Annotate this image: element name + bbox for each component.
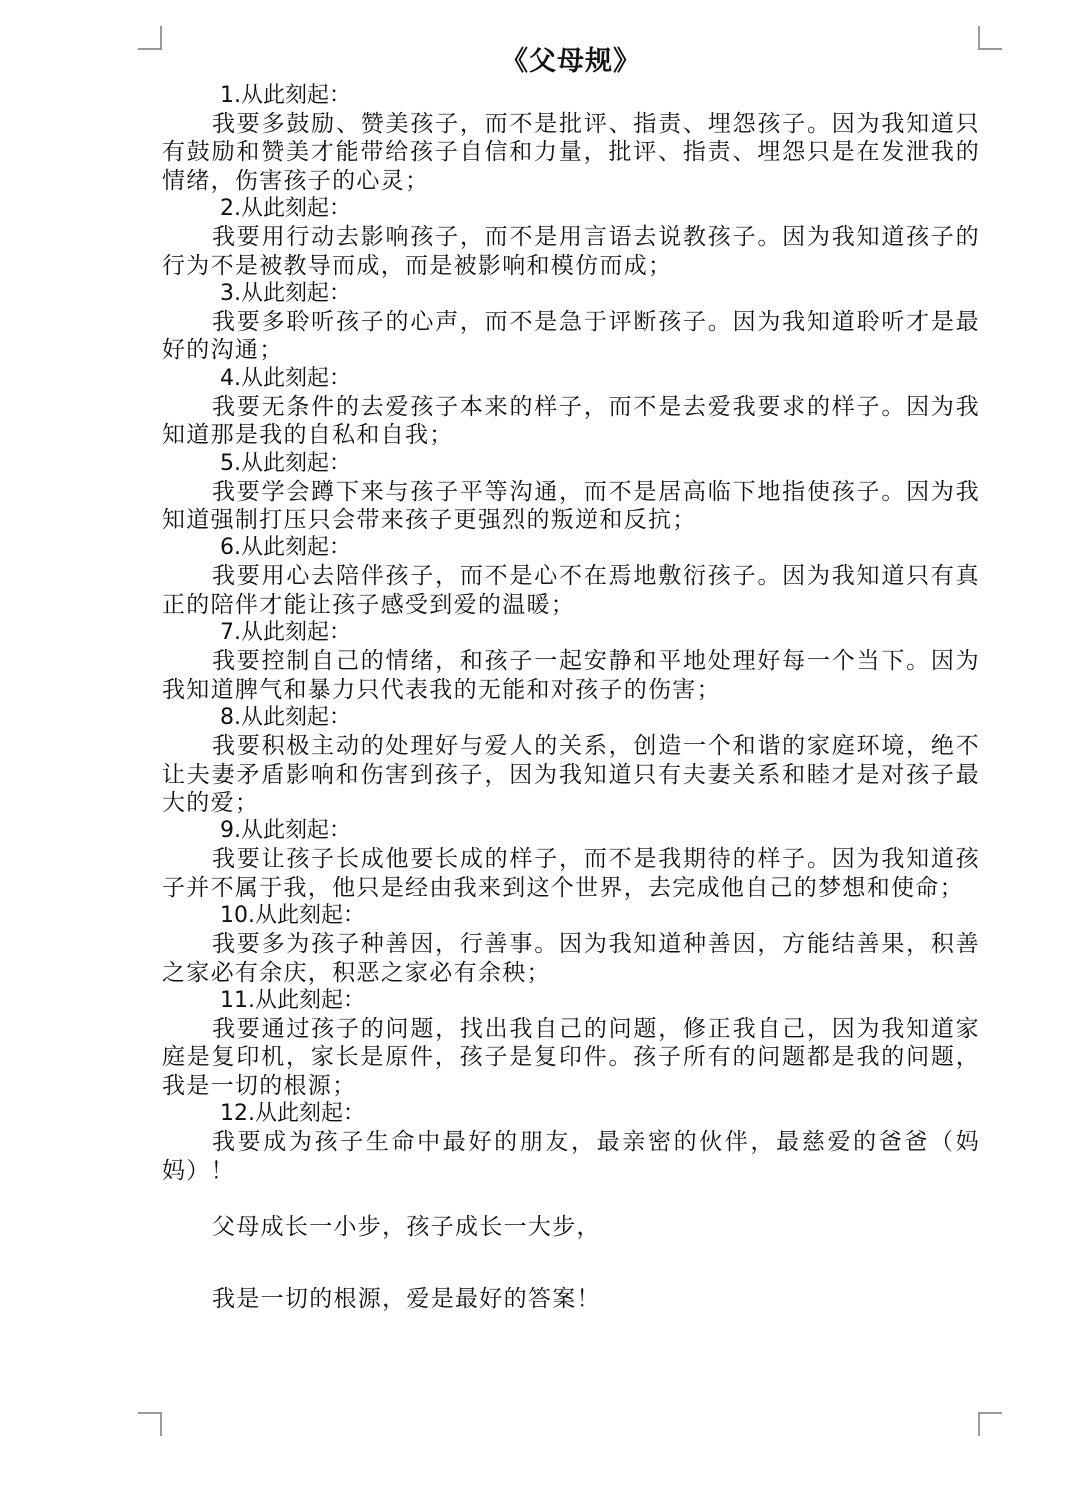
margin-corner-top-left <box>138 26 162 50</box>
closing-line-1: 父母成长一小步，孩子成长一大步， <box>212 1213 601 1240</box>
rule-heading: 9.从此刻起： <box>220 818 351 844</box>
rule-section-2 <box>162 195 980 280</box>
rule-heading: 2.从此刻起： <box>220 196 351 222</box>
rule-text: 我要多鼓励、赞美孩子，而不是批评、指责、埋怨孩子。因为我知道只有鼓励和赞美才能带给孩子自信和力量，批评、指责、埋怨只是在发泄我的情绪，伤害孩子的心灵； <box>162 111 980 194</box>
rule-section-10 <box>162 902 980 987</box>
document-content <box>162 42 980 1357</box>
rule-section-7 <box>162 619 980 704</box>
rule-section-1 <box>162 82 980 195</box>
rule-heading: 12.从此刻起： <box>220 1101 365 1127</box>
rule-heading: 4.从此刻起： <box>220 365 351 391</box>
rule-heading: 6.从此刻起： <box>220 535 351 561</box>
rule-text: 我要学会蹲下来与孩子平等沟通，而不是居高临下地指使孩子。因为我知道强制打压只会带来孩子更强烈的叛逆和反抗； <box>162 478 980 534</box>
rule-section-11 <box>162 987 980 1100</box>
margin-corner-bottom-right <box>978 1412 1002 1436</box>
rule-text: 我要通过孩子的问题，找出我自己的问题，修正我自己，因为我知道家庭是复印机，家长是原件，孩子是复印件。孩子所有的问题都是我的问题，我是一切的根源； <box>162 1015 980 1099</box>
rule-heading: 11.从此刻起： <box>220 987 365 1013</box>
rule-text: 我要多为孩子种善因，行善事。因为我知道种善因，方能结善果，积善之家必有余庆，积恶之家必有余秧； <box>162 931 980 986</box>
margin-corner-bottom-left <box>138 1412 162 1436</box>
rule-section-5 <box>162 450 980 535</box>
rule-heading: 7.从此刻起： <box>220 620 351 646</box>
rule-section-6 <box>162 534 980 619</box>
rule-section-4 <box>162 365 980 450</box>
rule-text: 我要让孩子长成他要长成的样子，而不是我期待的样子。因为我知道孩子并不属于我，他只是经由我来到这个世界，去完成他自己的梦想和使命； <box>162 846 980 901</box>
rule-heading: 8.从此刻起： <box>220 705 351 731</box>
rule-text: 我要用行动去影响孩子，而不是用言语去说教孩子。因为我知道孩子的行为不是被教导而成，而是被影响和模仿而成； <box>162 224 980 279</box>
closing-lines <box>162 1213 980 1313</box>
document-title: 《父母规》 <box>501 46 641 77</box>
rule-text: 我要多聆听孩子的心声，而不是急于评断孩子。因为我知道聆听才是最好的沟通； <box>162 309 980 364</box>
margin-corner-top-right <box>978 26 1002 50</box>
rule-heading: 3.从此刻起： <box>220 281 351 307</box>
rule-text: 我要积极主动的处理好与爱人的关系，创造一个和谐的家庭环境，绝不让夫妻矛盾影响和伤害到孩子，因为我知道只有夫妻关系和睦才是对孩子最大的爱； <box>162 733 980 816</box>
rule-heading: 1.从此刻起： <box>220 83 351 108</box>
rule-heading: 5.从此刻起： <box>220 450 351 476</box>
rule-section-12 <box>162 1100 980 1185</box>
rule-heading: 10.从此刻起： <box>220 903 365 929</box>
rule-section-9 <box>162 817 980 902</box>
rule-section-3 <box>162 280 980 365</box>
rule-section-8 <box>162 704 980 817</box>
closing-line-2: 我是一切的根源，爱是最好的答案！ <box>212 1285 601 1312</box>
rule-text: 我要成为孩子生命中最好的朋友，最亲密的伙伴，最慈爱的爸爸（妈妈）！ <box>162 1129 980 1184</box>
rule-text: 我要无条件的去爱孩子本来的样子，而不是去爱我要求的样子。因为我知道那是我的自私和自我； <box>162 393 980 449</box>
rule-text: 我要用心去陪伴孩子，而不是心不在焉地敷衍孩子。因为我知道只有真正的陪伴才能让孩子感受到爱的温暖； <box>162 563 980 618</box>
rule-text: 我要控制自己的情绪，和孩子一起安静和平地处理好每一个当下。因为我知道脾气和暴力只代表我的无能和对孩子的伤害； <box>162 648 980 703</box>
